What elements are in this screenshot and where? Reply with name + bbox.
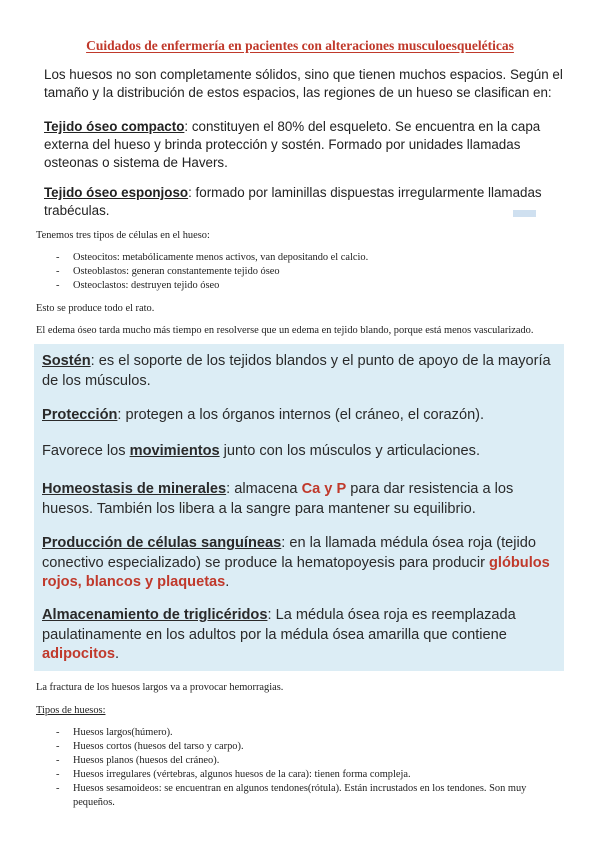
homeostasis-highlight: Ca y P xyxy=(301,481,347,497)
almacen-text: : La médula ósea roja es reemplazada paulatinamente en los adultos por la médula ósea amarilla que contiene xyxy=(42,607,516,643)
function-movimientos xyxy=(42,442,557,462)
document-title: Cuidados de enfermería en pacientes con alteraciones musculoesqueléticas xyxy=(86,38,514,53)
spongy-bone-paragraph xyxy=(44,184,564,220)
cells-intro: Tenemos tres tipos de células en el hueso: xyxy=(36,230,210,241)
list-item: - Huesos sesamoideos: se encuentran en algunos tendones(rótula). Están incrustados en los tendones. Son muy pequeños. xyxy=(56,782,566,810)
compact-bone-paragraph xyxy=(44,118,564,172)
list-item: - Osteoblastos: generan constantemente tejido óseo xyxy=(56,265,368,279)
list-item: - Osteoclastos: destruyen tejido óseo xyxy=(56,279,368,293)
homeostasis-pre: : almacena xyxy=(226,481,302,497)
sosten-term: Sostén xyxy=(42,353,91,369)
slide-intro: Los huesos no son completamente sólidos, sino que tienen muchos espacios. Según el tamaño y la distribución de estos espacios, las regiones de un hueso se clasifican en: xyxy=(44,67,563,100)
compact-bone-text: : constituyen el 80% del esqueleto. Se encuentra en la capa externa del hueso y brinda protección y sostén. Formado por unidades llamadas osteonas o sistema de Havers. xyxy=(44,119,541,170)
almacen-end: . xyxy=(114,646,120,662)
note-fracture: La fractura de los huesos largos va a provocar hemorragias. xyxy=(36,682,284,693)
bone-functions-box xyxy=(34,344,564,671)
produccion-end: . xyxy=(225,574,230,590)
sosten-text: : es el soporte de los tejidos blandos y el punto de apoyo de la mayoría de los músculos. xyxy=(42,353,551,389)
almacen-highlight: adipocitos xyxy=(42,646,115,662)
cell-types-list xyxy=(56,251,368,293)
decorative-mark xyxy=(513,210,536,217)
list-item: - Osteocitos: metabólicamente menos activos, van depositando el calcio. xyxy=(56,251,368,265)
function-sosten xyxy=(42,352,557,391)
spongy-bone-term: Tejido óseo esponjoso xyxy=(44,185,189,200)
list-item: - Huesos largos(húmero). xyxy=(56,726,566,740)
function-proteccion xyxy=(42,406,557,426)
function-homeostasis xyxy=(42,480,557,519)
proteccion-text: : protegen a los órganos internos (el cráneo, el corazón). xyxy=(117,407,485,423)
almacen-term: Almacenamiento de triglicéridos xyxy=(42,607,268,623)
proteccion-term: Protección xyxy=(42,407,118,423)
produccion-highlight: glóbulos rojos, blancos y plaquetas xyxy=(42,554,550,590)
bone-types-list xyxy=(56,726,566,810)
compact-bone-term: Tejido óseo compacto xyxy=(44,119,185,134)
movimientos-post: junto con los músculos y articulaciones. xyxy=(219,443,481,459)
function-produccion xyxy=(42,534,557,593)
list-item: - Huesos planos (huesos del cráneo). xyxy=(56,754,566,768)
note-edema: El edema óseo tarda mucho más tiempo en resolverse que un edema en tejido blando, porque está menos vascularizado. xyxy=(36,325,534,336)
movimientos-pre: Favorece los xyxy=(42,443,130,459)
movimientos-term: movimientos xyxy=(129,443,220,459)
list-item: - Huesos irregulares (vértebras, algunos huesos de la cara): tienen forma compleja. xyxy=(56,768,566,782)
spongy-bone-text: : formado por laminillas dispuestas irregularmente llamadas trabéculas. xyxy=(44,185,542,218)
produccion-term: Producción de células sanguíneas xyxy=(42,535,282,551)
note-always: Esto se produce todo el rato. xyxy=(36,303,155,314)
list-item: - Huesos cortos (huesos del tarso y carpo). xyxy=(56,740,566,754)
homeostasis-post: para dar resistencia a los huesos. También los libera a la sangre para mantener su equilibrio. xyxy=(42,481,514,517)
function-almacenamiento xyxy=(42,606,557,665)
bone-types-heading: Tipos de huesos: xyxy=(36,705,106,716)
produccion-text: : en la llamada médula ósea roja (tejido conectivo especializado) se produce la hematopoyesis para producir xyxy=(42,535,536,571)
homeostasis-term: Homeostasis de minerales xyxy=(42,481,227,497)
